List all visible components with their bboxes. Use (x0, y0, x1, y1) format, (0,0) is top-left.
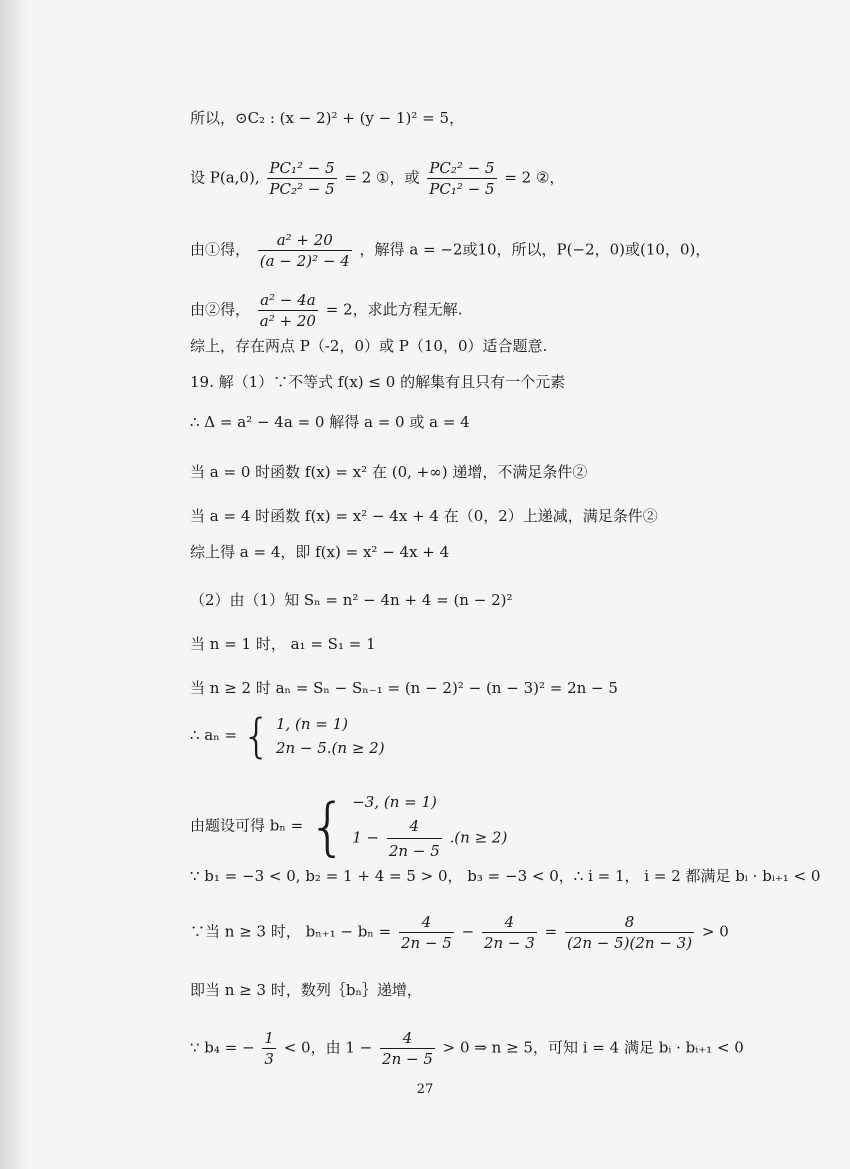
line-9: 当 a = 4 时函数 f(x) = x² − 4x + 4 在（0，2）上递减，满足条件② (190, 507, 658, 525)
fraction: $\frac{4}{2n - 5}$ (382, 1029, 433, 1068)
fraction: $\frac{1}{3}$ (264, 1029, 274, 1068)
fraction: $\frac{4}{2n - 3}$ (483, 913, 535, 952)
fraction: $\frac{4}{2n - 5}$ (400, 913, 452, 952)
line-18: 即当 n ≥ 3 时，数列｛bₙ｝递增， (190, 981, 422, 999)
line-14: ∴ aₙ = { 1, (n = 1) 2n − 5.(n ≥ 2) (190, 709, 385, 763)
left-brace: { (307, 789, 348, 863)
line-10: 综上得 a = 4，即 f(x) = x² − 4x + 4 (190, 543, 450, 561)
cases: 1, (n = 1) 2n − 5.(n ≥ 2) (275, 715, 385, 757)
line-15: 由题设可得 bₙ = { −3, (n = 1) 1 − $\frac{4}{2n - 5}$ .(n ≥ 2) (190, 789, 508, 863)
line-3: 由①得， $\frac{\text{a² + 20}}{\text{(a − 2)² − 4}}$ ，解得 a = −2或10，所以，P(−2，0)或(10，0)， (190, 231, 711, 270)
line-5: 综上，存在两点 P（-2，0）或 P（10，0）适合题意. (190, 337, 548, 355)
line-13: 当 n ≥ 2 时 aₙ = Sₙ − Sₙ₋₁ = (n − 2)² − (n − 3)² = 2n − 5 (190, 679, 618, 697)
line-4: 由②得， $\frac{\text{a² − 4a}}{\text{a² + 20}}$ = 2，求此方程无解. (190, 291, 463, 330)
fraction: $\frac{\text{PC₁² − 5}}{\text{PC₂² − 5}}$ (269, 159, 335, 198)
left-brace: { (241, 709, 272, 763)
scan-margin-shadow (0, 0, 28, 1169)
line-6: 19. 解（1）∵不等式 f(x) ≤ 0 的解集有且只有一个元素 (190, 373, 566, 391)
line-12: 当 n = 1 时， a₁ = S₁ = 1 (190, 635, 376, 653)
cases: −3, (n = 1) 1 − $\frac{4}{2n - 5}$ .(n ≥ 2) (352, 790, 507, 863)
page-number: 27 (416, 1082, 434, 1097)
line-16: ∵ b₁ = −3 < 0, b₂ = 1 + 4 = 5 > 0， b₃ = −3 < 0，∴ i = 1， i = 2 都满足 bᵢ · bᵢ₊₁ < 0 (190, 867, 821, 885)
line-19: ∵ b₄ = − $\frac{1}{3}$ < 0，由 1 − $\frac{4}{2n - 5}$ > 0 ⇒ n ≥ 5，可知 i = 4 满足 bᵢ · bᵢ₊₁ < 0 (190, 1029, 744, 1068)
line-1: 所以，⊙C₂ : (x − 2)² + (y − 1)² = 5， (190, 109, 465, 127)
fraction: $\frac{4}{2n - 5}$ (387, 814, 442, 863)
line-2: 设 P(a,0), $\frac{\text{PC₁² − 5}}{\text{PC₂² − 5}}$ = 2 ①，或 $\frac{\text{PC₂² − 5}}{\text{PC₁² − 5}}$ = 2 ②， (190, 159, 565, 198)
fraction: $\frac{8}{(2n - 5)(2n - 3)}$ (566, 913, 693, 952)
fraction: $\frac{\text{a² + 20}}{\text{(a − 2)² − 4}}$ (259, 231, 350, 270)
line-7: ∴ Δ = a² − 4a = 0 解得 a = 0 或 a = 4 (190, 413, 470, 431)
fraction: $\frac{\text{PC₂² − 5}}{\text{PC₁² − 5}}$ (429, 159, 495, 198)
fraction: $\frac{\text{a² − 4a}}{\text{a² + 20}}$ (259, 291, 316, 330)
line-11: （2）由（1）知 Sₙ = n² − 4n + 4 = (n − 2)² (190, 591, 513, 609)
line-8: 当 a = 0 时函数 f(x) = x² 在 (0, +∞) 递增，不满足条件② (190, 463, 588, 481)
line-17: ∵当 n ≥ 3 时， bₙ₊₁ − bₙ = $\frac{4}{2n - 5}$ − $\frac{4}{2n - 3}$ = $\frac{8}{(2n - 5)(2n - 3)}$ > 0 (190, 913, 729, 952)
